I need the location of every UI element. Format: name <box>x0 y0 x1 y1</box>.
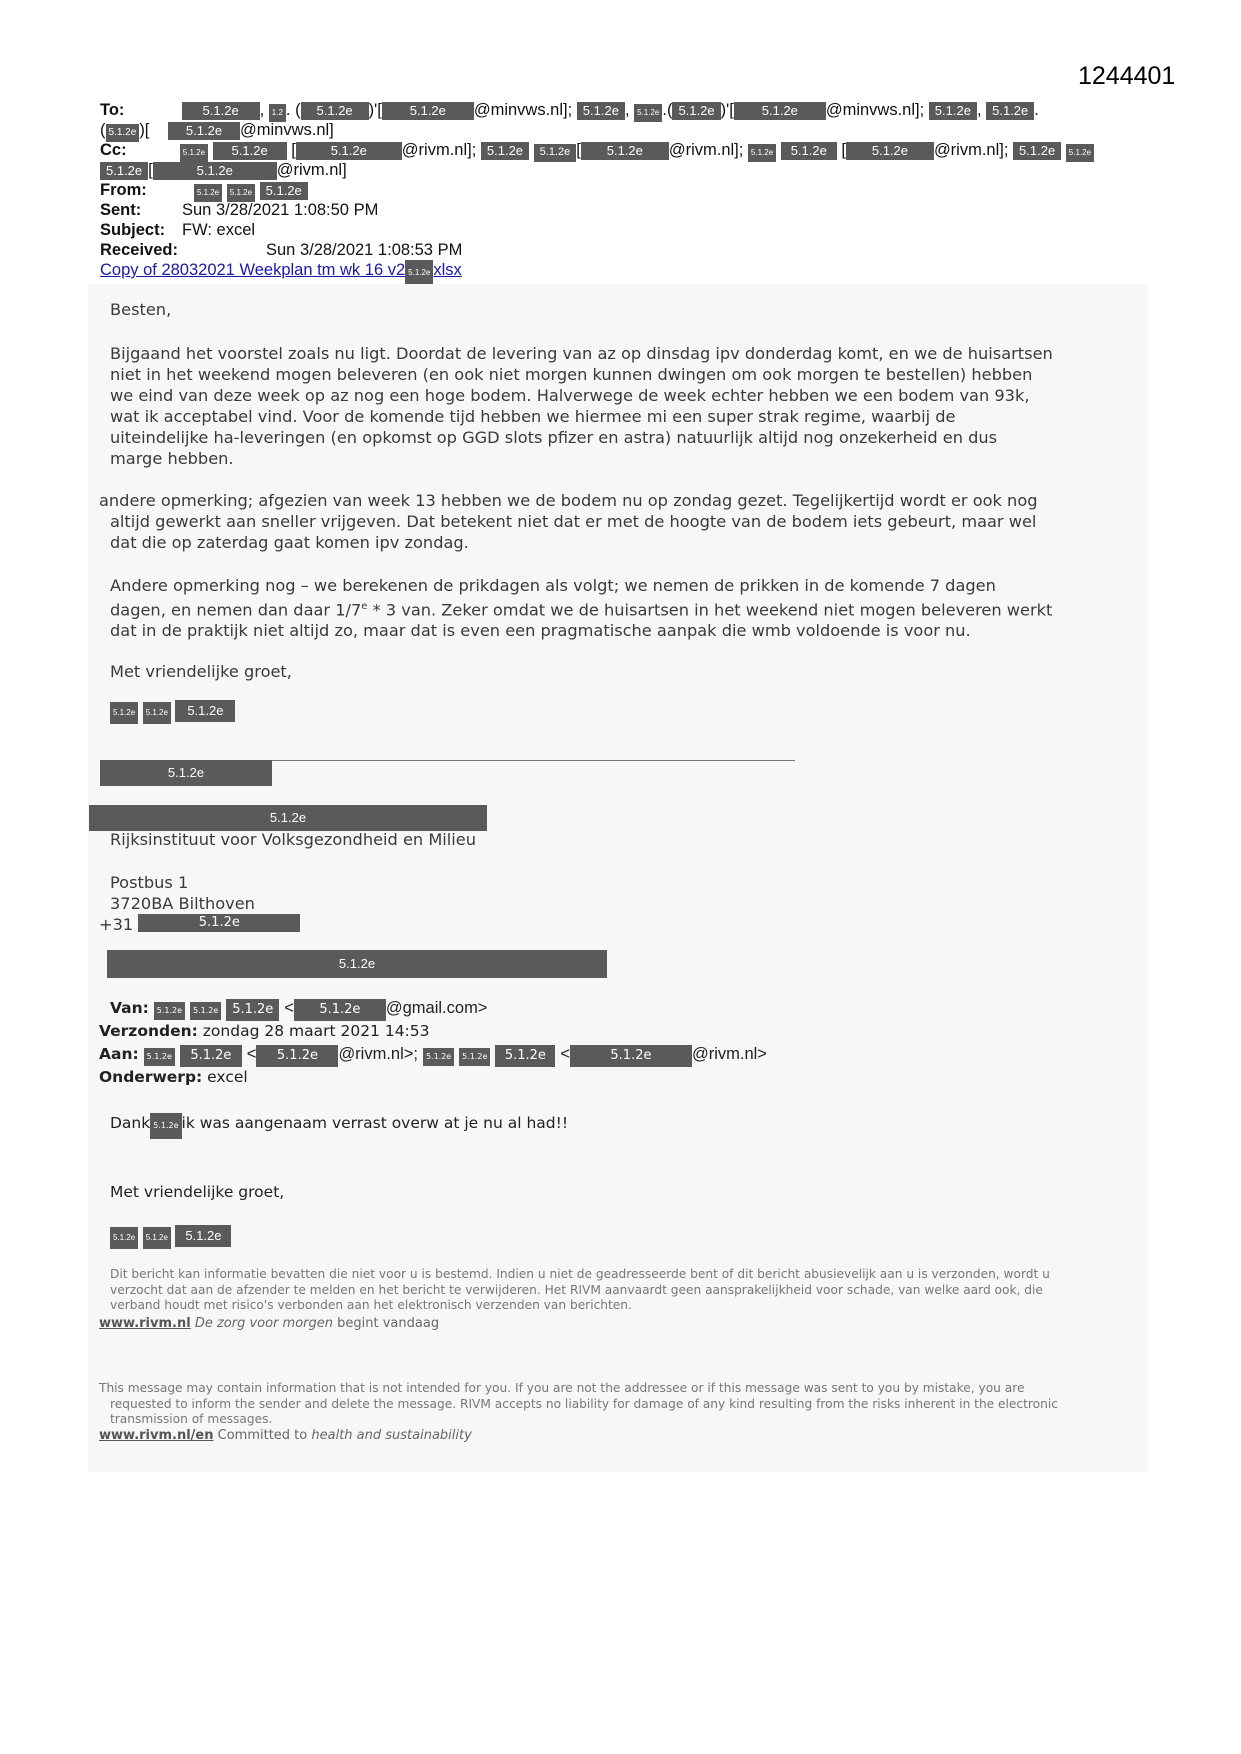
disclaimer-line: verzocht dat aan de afzender te melden en het bericht te verwijderen. Het RIVM aanvaardt geen aansprakelijkheid voor schade, van welke aard ook, die <box>110 1282 1043 1297</box>
signature-postbus: Postbus 1 <box>110 873 189 892</box>
redaction: 5.1.2e <box>227 184 255 202</box>
redaction: 5.1.2e <box>110 702 138 724</box>
redaction: 5.1.2e <box>143 1227 171 1249</box>
to-domain: @minvws.nl]; <box>825 101 925 119</box>
sent-line <box>100 200 379 220</box>
van-label: Van: <box>110 999 149 1017</box>
aan-label: Aan: <box>99 1045 139 1063</box>
to-domain: @minvws.nl] <box>239 121 334 139</box>
from-label: From: <box>100 181 147 199</box>
subject-line <box>100 220 256 240</box>
redaction: 5.1.2e <box>180 1045 242 1067</box>
redaction: 5.1.2e <box>734 102 826 120</box>
disclaimer-nl <box>110 1267 1150 1314</box>
to-domain: @minvws.nl]; <box>473 101 573 119</box>
phone-prefix: +31 <box>99 915 134 934</box>
aan-domain: @rivm.nl> <box>691 1045 767 1063</box>
redaction: 5.1.2e <box>194 184 222 202</box>
closing: Met vriendelijke groet, <box>110 662 292 681</box>
redaction: 5.1.2e <box>100 760 272 786</box>
disclaimer-en <box>99 1381 1149 1428</box>
redaction: 5.1.2e <box>260 182 308 200</box>
redaction: 5.1.2e <box>382 102 474 120</box>
onderwerp-value: excel <box>207 1068 248 1086</box>
received-value: Sun 3/28/2021 1:08:53 PM <box>266 241 463 259</box>
redaction: 5.1.2e <box>143 702 171 724</box>
redaction: 5.1.2e <box>459 1048 490 1066</box>
redaction: 5.1.2e <box>110 1227 138 1249</box>
disclaimer-line: Dit bericht kan informatie bevatten die niet voor u is bestemd. Indien u niet de geadresseerde bent of dit bericht abusievelijk aan u is verzonden, wordt u <box>110 1267 1050 1281</box>
disclaimer-line: transmission of messages. <box>110 1412 273 1426</box>
cc-domain: @rivm.nl]; <box>933 141 1009 159</box>
onderwerp-label: Onderwerp: <box>99 1068 203 1086</box>
cc-domain: @rivm.nl]; <box>668 141 744 159</box>
redaction: 5.1.2e <box>301 102 369 120</box>
redaction: 5.1.2e <box>100 162 148 180</box>
disclaimer-line: verband houdt met risico's verbonden aan het elektronisch verzenden van berichten. <box>110 1298 632 1312</box>
cc-line-1: Cc: 5.1.2e 5.1.2e [ 5.1.2e @rivm.nl]; 5.1.2e 5.1.2e [ 5.1.2e @rivm.nl]; 5.1.2e 5.1.2e [ 5.1.2e @rivm.nl]; 5.1.2e 5.1.2e <box>100 140 1094 162</box>
paragraph-3 <box>110 575 1160 641</box>
from-line <box>100 180 308 202</box>
disclaimer-line: This message may contain information that is not intended for you. If you are not the addressee or if this message was sent to you by mistake, you are <box>99 1381 1025 1395</box>
paragraph-1 <box>110 343 1160 469</box>
redaction: 5.1.2e <box>929 102 977 120</box>
redaction: 5.1.2e <box>672 102 720 120</box>
redaction: 5.1.2e <box>107 950 607 978</box>
onderwerp-line <box>99 1067 248 1087</box>
redaction: 5.1.2e <box>144 1048 175 1066</box>
redaction: 5.1.2e <box>1066 144 1094 162</box>
redaction: 5.1.2e <box>405 260 433 286</box>
redaction: 5.1.2e <box>175 1225 231 1247</box>
redaction: 5.1.2e <box>190 1002 221 1020</box>
paragraph-2 <box>99 490 1159 553</box>
signature-name <box>110 700 235 724</box>
rivm-footer-nl: www.rivm.nl De zorg voor morgen begint vandaag <box>99 1316 440 1331</box>
paragraph-line: niet in het weekend mogen beleveren (en ook niet morgen kunnen dwingen om ook morgen te bestellen) hebben <box>110 365 1033 384</box>
signature-city: 3720BA Bilthoven <box>110 894 255 913</box>
attachment-link[interactable] <box>100 260 462 286</box>
redaction: 5.1.2e <box>846 142 934 160</box>
paragraph-line: dat in de praktijk niet altijd zo, maar dat is even een pragmatische aanpak die wmb voldoende is voor nu. <box>110 621 971 641</box>
cc-line-2: 5.1.2e [ 5.1.2e @rivm.nl] <box>100 160 347 180</box>
redaction: 5.1.2e <box>153 162 277 180</box>
redaction: 5.1.2e <box>175 700 235 722</box>
paragraph-line: marge hebben. <box>110 449 234 468</box>
redaction: 5.1.2e <box>182 102 260 120</box>
redaction: 5.1.2e <box>294 999 386 1021</box>
received-label: Received: <box>100 241 178 259</box>
subject-value: FW: excel <box>182 221 256 239</box>
redaction: 5.1.2e <box>256 1045 338 1067</box>
redaction: 5.1.2e <box>180 144 208 162</box>
cc-domain: @rivm.nl] <box>276 161 347 179</box>
redaction: 5.1.2e <box>481 142 529 160</box>
to-line-2: ( 5.1.2e )[ 5.1.2e @minvws.nl] <box>100 120 334 142</box>
paragraph-line: dat die op zaterdag gaat komen ipv zondag. <box>110 533 469 552</box>
redaction: 5.1.2e <box>634 104 662 122</box>
redaction: 5.1.2e <box>534 144 577 162</box>
signature-rule <box>270 760 795 761</box>
rivm-footer-en: www.rivm.nl/en Committed to health and sustainability <box>99 1428 472 1443</box>
attachment-ext[interactable]: xlsx <box>433 261 462 279</box>
redaction: 5.1.2e <box>748 144 776 162</box>
van-line: Van: 5.1.2e 5.1.2e 5.1.2e < 5.1.2e @gmail.com> <box>110 998 487 1021</box>
verzonden-value: zondag 28 maart 2021 14:53 <box>202 1022 430 1040</box>
redaction: 5.1.2e <box>495 1045 555 1067</box>
paragraph-line: Bijgaand het voorstel zoals nu ligt. Doordat de levering van az op dinsdag ipv donderdag komt, en we de huisartsen <box>110 344 1053 363</box>
signature-phone <box>99 914 300 936</box>
redaction: 5.1.2e <box>150 1113 181 1139</box>
cc-label: Cc: <box>100 141 127 159</box>
van-domain: @gmail.com> <box>385 999 488 1017</box>
redaction: 5.1.2e <box>106 124 140 142</box>
to-line-1: To: 5.1.2e , 1.2 . ( 5.1.2e )'[ 5.1.2e @minvws.nl]; 5.1.2e , 5.1.2e .( 5.1.2e )'[ 5.1.2e @minvws.nl]; 5.1.2e , 5.1.2e . <box>100 100 1039 122</box>
rivm-en-link[interactable]: www.rivm.nl/en <box>99 1428 214 1443</box>
paragraph-line: uiteindelijke ha-leveringen (en opkomst op GGD slots pfizer en astra) natuurlijk altijd nog onzekerheid en dus <box>110 428 998 447</box>
signature-org: Rijksinstituut voor Volksgezondheid en Milieu <box>110 830 477 849</box>
forwarded-closing: Met vriendelijke groet, <box>110 1183 285 1201</box>
attachment-name[interactable]: Copy of 28032021 Weekplan tm wk 16 v2 <box>100 261 406 279</box>
sent-value: Sun 3/28/2021 1:08:50 PM <box>182 201 379 219</box>
subject-label: Subject: <box>100 221 166 239</box>
redaction: 5.1.2e <box>581 142 669 160</box>
redaction: 5.1.2e <box>570 1045 692 1067</box>
redaction: 5.1.2e <box>423 1048 454 1066</box>
greeting: Besten, <box>110 300 172 319</box>
paragraph-line: Andere opmerking nog – we berekenen de prikdagen als volgt; we nemen de prikken in de komende 7 dagen <box>110 576 996 595</box>
sent-label: Sent: <box>100 201 142 219</box>
redaction: 5.1.2e <box>781 142 837 160</box>
paragraph-line: wat ik acceptabel vind. Voor de komende tijd hebben we hiermee mi een super strak regime, waarbij de <box>110 407 956 426</box>
paragraph-line: we eind van deze week op az nog een hoge bodem. Halverwege de week echter hebben we een bodem van 93k, <box>110 386 1030 405</box>
redaction: 5.1.2e <box>138 914 300 932</box>
redaction: 5.1.2e <box>154 1002 185 1020</box>
redaction: 5.1.2e <box>577 102 625 120</box>
paragraph-line: dagen, en nemen dan daar 1/7e * 3 van. Zeker omdat we de huisartsen in het weekend niet mogen beleveren werkt <box>110 600 1053 620</box>
document-id: 1244401 <box>1078 62 1176 90</box>
redaction: 5.1.2e <box>213 142 287 160</box>
forwarded-signature-name <box>110 1225 231 1249</box>
redaction: 5.1.2e <box>986 102 1034 120</box>
aan-line: Aan: 5.1.2e 5.1.2e < 5.1.2e @rivm.nl>; 5.1.2e 5.1.2e 5.1.2e < 5.1.2e @rivm.nl> <box>99 1044 767 1067</box>
redaction: 5.1.2e <box>296 142 402 160</box>
redaction: 1.2 <box>269 104 286 122</box>
redaction: 5.1.2e <box>168 122 240 140</box>
to-label: To: <box>100 101 125 119</box>
aan-domain: @rivm.nl>; <box>338 1045 418 1063</box>
verzonden-line <box>99 1021 430 1041</box>
redaction: 5.1.2e <box>226 999 279 1021</box>
verzonden-label: Verzonden: <box>99 1022 198 1040</box>
redaction: 5.1.2e <box>1013 142 1061 160</box>
paragraph-line: altijd gewerkt aan sneller vrijgeven. Dat betekent niet dat er met de hoogte van de bodem iets gebeurt, maar wel <box>110 512 1037 531</box>
cc-domain: @rivm.nl]; <box>401 141 477 159</box>
forwarded-message: Dank 5.1.2e ik was aangenaam verrast overw at je nu al had!! <box>110 1113 568 1139</box>
received-line <box>100 240 463 260</box>
rivm-link[interactable]: www.rivm.nl <box>99 1316 191 1331</box>
disclaimer-line: requested to inform the sender and delete the message. RIVM accepts no liability for damage of any kind resulting from the risks inherent in the electronic <box>110 1396 1058 1411</box>
paragraph-line: andere opmerking; afgezien van week 13 hebben we de bodem nu op zondag gezet. Tegelijkertijd wordt er ook nog <box>99 491 1038 510</box>
redaction: 5.1.2e <box>89 805 487 831</box>
